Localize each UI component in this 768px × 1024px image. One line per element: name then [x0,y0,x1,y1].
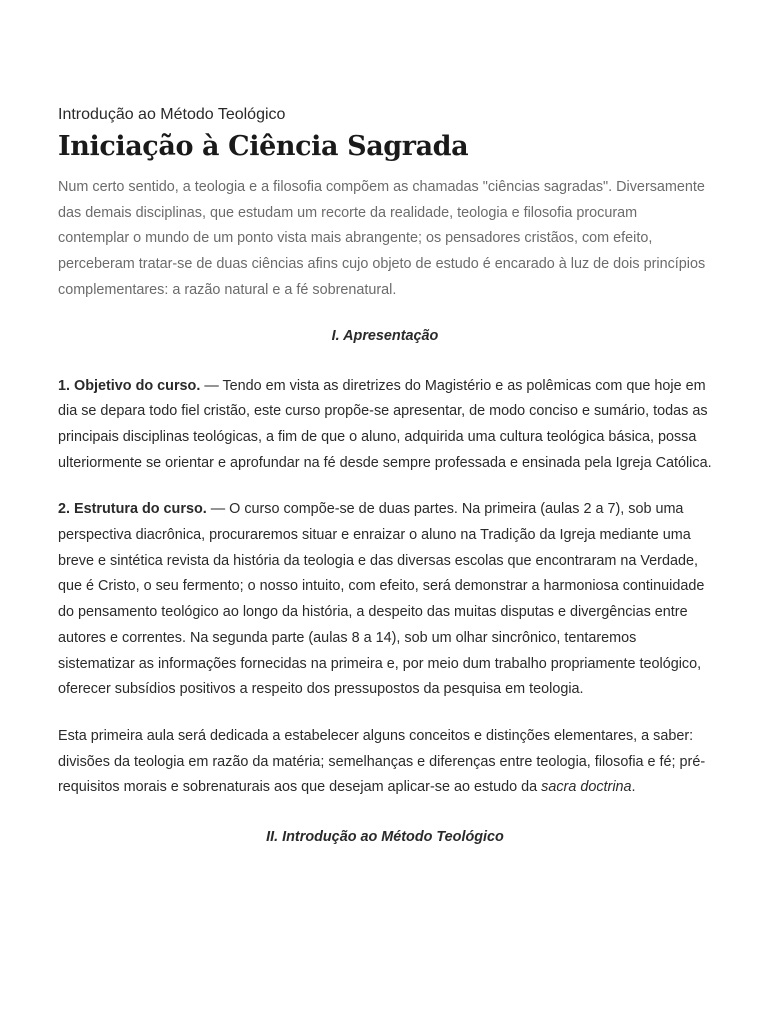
paragraph-primeira-aula-text: Esta primeira aula será dedicada a estabelecer alguns conceitos e distinções elementares, a saber: divisões da teologia em razão da matéria; semelhanças e diferenças entre teologia, filosofia e fé; pré-requisitos morais e sobrenaturais aos que desejam aplicar-se ao estudo da [58,727,706,796]
document-title: Iniciação à Ciência Sagrada [58,131,469,162]
paragraph-objetivo-text: — Tendo em vista as diretrizes do Magistério e as polêmicas com que hoje em dia se depara todo fiel cristão, este curso propõe-se apresentar, de modo conciso e sumário, todas as principais disciplinas teológicas, a fim de que o aluno, adquirida uma cultura teológica básica, possa ulteriormente se orientar e aprofundar na fé desde sempre professada e ensinada pela Igreja Católica. [58,377,712,471]
document-page [58,104,712,847]
document-lede: Num certo sentido, a teologia e a filosofia compõem as chamadas "ciências sagradas". Diversamente das demais disciplinas, que estudam um recorte da realidade, teologia e filosofia procuram contemplar o mundo de um ponto vista mais abrangente; os pensadores cristãos, com efeito, perceberam tratar-se de duas ciências afins cujo objeto de estudo é encarado à luz de dois princípios complementares: a razão natural e a fé sobrenatural. [58,179,706,298]
paragraph-estrutura-lead: 2. Estrutura do curso. [58,501,207,518]
paragraph-primeira-aula [58,724,712,801]
paragraph-estrutura [58,497,712,703]
section-heading-apresentacao: I. Apresentação [331,327,439,344]
paragraph-objetivo [58,374,712,477]
document-kicker: Introdução ao Método Teológico [58,106,286,123]
paragraph-primeira-aula-emphasis: sacra doctrina [541,779,632,796]
paragraph-estrutura-text: — O curso compõe-se de duas partes. Na primeira (aulas 2 a 7), sob uma perspectiva diacrônica, procuraremos situar e enraizar o aluno na Tradição da Igreja mediante uma breve e sintética revista da história da teologia e das diversas escolas que encontraram na Verdade, que é Cristo, o seu fermento; o nosso intuito, com efeito, será demonstrar a harmoniosa continuidade do pensamento teológico ao longo da história, a despeito das muitas disputas e divergências entre autores e correntes. Na segunda parte (aulas 8 a 14), sob um olhar sincrônico, tentaremos sistematizar as informações fornecidas na primeira e, por meio dum trabalho propriamente teológico, oferecer subsídios positivos a respeito dos pressupostos da pesquisa em teologia. [58,501,705,698]
paragraph-objetivo-lead: 1. Objetivo do curso. [58,377,201,394]
section-heading-metodo: II. Introdução ao Método Teológico [266,829,504,846]
paragraph-primeira-aula-end: . [631,779,636,796]
